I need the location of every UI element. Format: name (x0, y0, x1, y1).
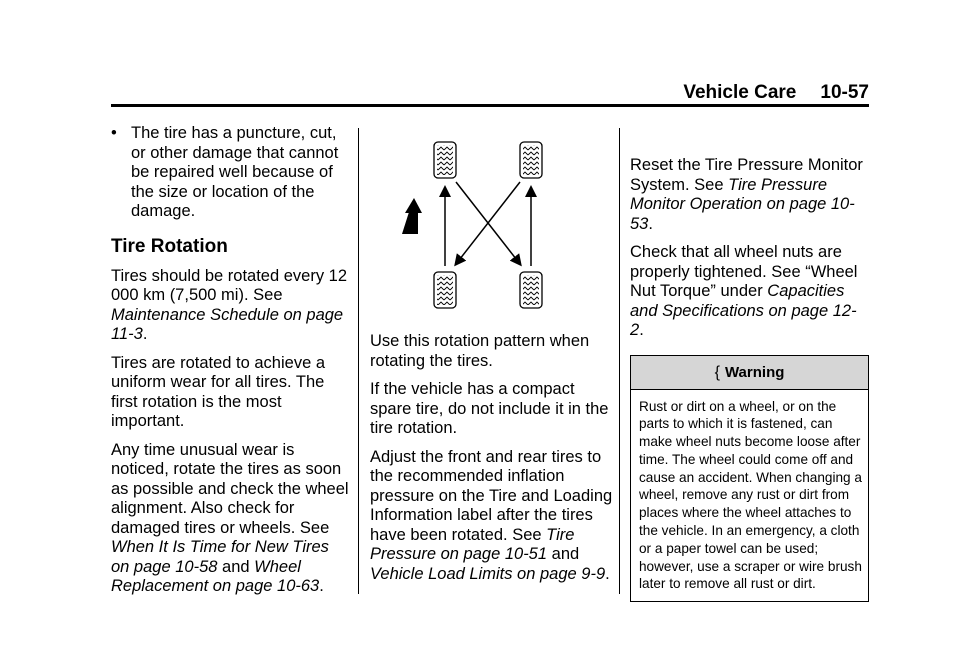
warning-title: Warning (724, 363, 785, 381)
page-number: 10-57 (820, 82, 869, 103)
tire-front-left-icon (434, 142, 456, 178)
warning-box (630, 355, 869, 603)
warning-header (631, 356, 868, 390)
vehicle-load-limits-link[interactable]: Vehicle Load Limits on page 9-9 (370, 564, 606, 583)
paragraph-wheel-nuts (630, 243, 869, 341)
bullet-dot-icon: • (111, 124, 117, 142)
paragraph-reset-tpms (630, 156, 869, 234)
warning-text: Rust or dirt on a wheel, or on the parts to which it is fastened, can make wheel nuts become loose after time. The wheel could come off and cause an accident. When changing a wheel, remove any rust or dirt from places where the wheel attaches to the vehicle. In an emergency, a cloth or a paper towel can be used; however, use a scraper or wire brush later to remove all rust or dirt. (639, 398, 862, 592)
warning-icon: { (714, 363, 720, 381)
paragraph-text: Check that all wheel nuts are properly tightened. See “Wheel Nut Torque” under (630, 243, 858, 300)
vehicle-front-direction-icon (402, 212, 418, 234)
tire-rotation-diagram (396, 136, 556, 316)
page-header (0, 82, 869, 104)
tire-front-right-icon (520, 142, 542, 178)
column-divider-2 (619, 128, 620, 594)
capacities-specifications-link[interactable]: Capacities and Specifications on page 12-2 (630, 282, 857, 339)
section-title: Vehicle Care (683, 82, 797, 103)
period: . (142, 325, 148, 343)
bullet-text: The tire has a puncture, cut, or other damage that cannot be repaired well because of the size or location of the damage. (131, 124, 339, 220)
header-rule (111, 104, 869, 107)
bullet-item (111, 124, 351, 222)
paragraph-compact-spare: If the vehicle has a compact spare tire, do not include it in the tire rotation. (370, 380, 609, 437)
paragraph-rotation-pattern: Use this rotation pattern when rotating the tires. (370, 332, 590, 370)
period: . (639, 321, 644, 339)
tire-rear-left-icon (434, 272, 456, 308)
direction-arrowhead-icon (405, 198, 422, 213)
paragraph-text: Reset the Tire Pressure Monitor System. See (630, 156, 863, 194)
column-1 (111, 124, 351, 606)
column-divider-1 (358, 128, 359, 594)
conjunction: and (551, 545, 580, 563)
tire-rear-right-icon (520, 272, 542, 308)
paragraph-text: Tires should be rotated every 12 000 km (7,500 mi). See (111, 266, 348, 304)
column-3 (630, 156, 869, 602)
tire-pressure-link[interactable]: Tire Pressure on page 10-51 (370, 525, 575, 563)
paragraph-unusual-wear (111, 441, 351, 597)
conjunction: and (222, 557, 250, 576)
section-heading: Tire Rotation (111, 235, 228, 257)
tpms-operation-link[interactable]: Tire Pressure Monitor Operation on page 10-53 (630, 175, 855, 233)
period: . (648, 214, 653, 233)
wheel-replacement-link[interactable]: Wheel Replacement on page 10-63 (111, 557, 320, 595)
new-tires-link[interactable]: When It Is Time for New Tires on page 10-58 (111, 538, 329, 576)
paragraph-text: Adjust the front and rear tires to the recommended inflation pressure on the Tire and Loading Information label after the tires have been rotated. See (370, 447, 613, 544)
column-2 (370, 332, 616, 593)
maintenance-schedule-link[interactable]: Maintenance Schedule on page 11-3 (111, 305, 344, 343)
period: . (605, 564, 610, 583)
period: . (319, 577, 324, 595)
paragraph-adjust-pressure (370, 448, 616, 585)
paragraph-uniform-wear: Tires are rotated to achieve a uniform wear for all tires. The first rotation is the most important. (111, 353, 326, 430)
paragraph-rotation-interval (111, 267, 351, 345)
paragraph-text: Any time unusual wear is noticed, rotate the tires as soon as possible and check the wheel alignment. Also check for damaged tires or wheels. See (111, 440, 349, 537)
